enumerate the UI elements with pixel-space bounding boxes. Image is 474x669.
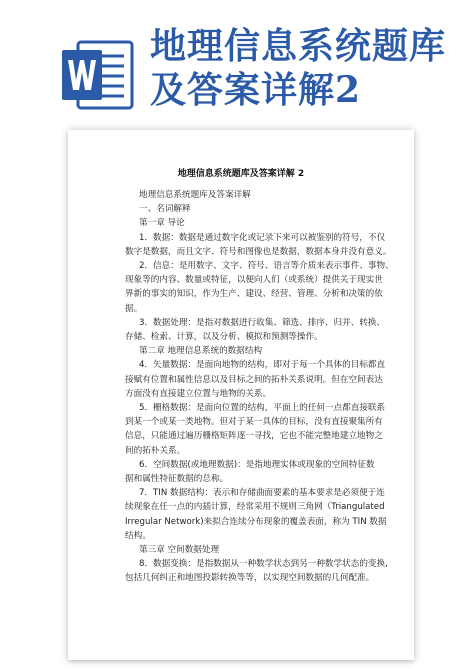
doc-line: 数字是数据，而且文字、符号和图像也是数据，数据本身并没有意义。 xyxy=(125,246,392,257)
doc-line: 间的拓朴关系。 xyxy=(125,445,186,456)
doc-line: 第二章 地理信息系统的数据结构 xyxy=(139,346,263,357)
doc-line: 据。 xyxy=(125,303,143,314)
doc-line: 地理信息系统题库及答案详解 xyxy=(139,190,251,200)
doc-line: 界新的事实的知识，作为生产、建设、经营、管理、分析和决策的依 xyxy=(125,289,383,300)
doc-line: Irregular Network)来拟合连续分布现象的覆盖表面，称为 TIN 数据 xyxy=(125,516,387,527)
doc-line: 第一章 导论 xyxy=(139,218,185,229)
document-body xyxy=(125,188,409,586)
doc-line: 方面没有直接建立位置与地物的关系。 xyxy=(125,388,272,399)
doc-line: 信息，只能通过遍历栅格矩阵逐一寻找，它也不能完整地建立地物之 xyxy=(125,431,383,442)
banner xyxy=(0,0,474,140)
doc-line: 1．数据：数据是通过数字化或记录下来可以被鉴别的符号，不仅 xyxy=(139,232,386,243)
doc-line: 现象等的内容、数量或特征，以便向人们（或系统）提供关于现实世 xyxy=(125,275,383,286)
doc-line: 接赋有位置和属性信息以及目标之间的拓朴关系说明。但在空间表达 xyxy=(125,374,383,385)
doc-line: 5．栅格数据：是面向位置的结构，平面上的任何一点都直接联系 xyxy=(139,403,386,414)
doc-line: 8．数据变换：是指数据从一种数学状态到另一种数学状态的变换, xyxy=(139,559,388,570)
doc-line: 7．TIN 数据结构：表示和存储曲面要素的基本要求是必须便于连 xyxy=(139,488,385,499)
banner-title-line1: 地理信息系统题库 xyxy=(150,25,447,67)
doc-line: 续现象在任一点的内插计算，经常采用不规则三角网（Triangulated xyxy=(125,502,385,513)
doc-line: 2．信息：是用数字、文字、符号、语言等介质来表示事件、事物、 xyxy=(139,261,394,272)
banner-title xyxy=(150,24,470,112)
doc-line: 据和属性特征数据的总称。 xyxy=(125,474,229,485)
document-page xyxy=(68,130,414,660)
doc-line: 3．数据处理：是指对数据进行收集、筛选、排序、归并、转换、 xyxy=(139,317,386,328)
document-title: 地理信息系统题库及答案详解 2 xyxy=(177,169,305,179)
doc-line: 4．矢量数据：是面向地物的结构，即对于每一个具体的目标都直 xyxy=(139,360,386,371)
doc-line: 第三章 空间数据处理 xyxy=(139,545,220,556)
doc-line: 存储、检索、计算，以及分析、模拟和预测等操作。 xyxy=(125,332,323,343)
doc-line: 到某一个或某一类地物。但对于某一具体的目标，没有直接聚集所有 xyxy=(125,417,383,428)
doc-line: 结构。 xyxy=(125,530,151,541)
doc-line: 6．空间数据(或地理数据)：是指地理实体或现象的空间特征数 xyxy=(139,459,375,470)
doc-line: 包括几何纠正和地图投影转换等等，以实现空间数据的几何配准。 xyxy=(125,573,375,584)
banner-title-line2: 及答案详解2 xyxy=(150,69,362,111)
doc-line: 一、名词解释 xyxy=(139,204,191,215)
word-document-icon xyxy=(60,36,134,114)
